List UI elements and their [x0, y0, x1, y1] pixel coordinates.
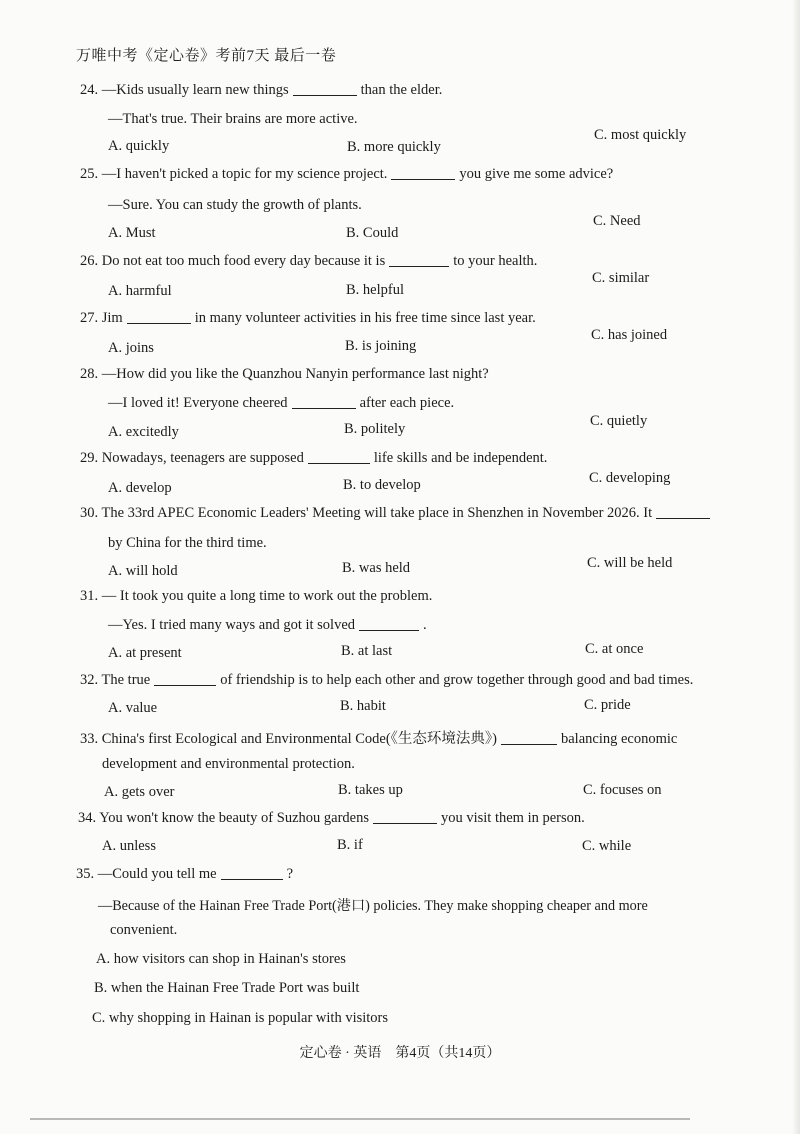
question-text: The 33rd APEC Economic Leaders' Meeting will take place in Shenzhen in November 2026. It	[101, 505, 653, 521]
reply-line	[108, 617, 427, 634]
reply-line	[108, 395, 454, 412]
question-30	[80, 505, 714, 522]
answer-blank	[359, 629, 419, 631]
question-text: you visit them in person.	[440, 810, 585, 826]
reply-text: —Yes. I tried many ways and got it solved	[108, 617, 356, 633]
question-text: Do not eat too much food every day because it is	[101, 253, 386, 269]
question-number: 24.	[80, 82, 99, 98]
page-footer: 定心卷 · 英语 第4页（共14页）	[299, 1046, 501, 1061]
option-a: A. how visitors can shop in Hainan's stores	[96, 951, 346, 967]
question-text: — It took you quite a long time to work out the problem.	[101, 588, 433, 604]
reply-text: —I loved it! Everyone cheered	[108, 395, 288, 411]
scan-divider	[30, 1118, 690, 1120]
option-b: B. is joining	[345, 338, 417, 354]
question-33	[80, 727, 677, 748]
question-text: of friendship is to help each other and grow together through good and bad times.	[220, 672, 694, 688]
option-b: B. takes up	[338, 782, 403, 798]
question-text: Nowadays, teenagers are supposed	[101, 450, 304, 466]
option-c: C. at once	[585, 641, 644, 657]
question-text: Jim	[101, 310, 123, 326]
option-a: A. value	[108, 700, 158, 716]
answer-blank	[308, 462, 370, 464]
question-27	[80, 310, 536, 327]
question-number: 33.	[80, 731, 99, 747]
answer-blank	[221, 878, 283, 880]
option-b: B. helpful	[346, 282, 404, 298]
page-header: 万唯中考《定心卷》考前7天 最后一卷	[76, 48, 337, 64]
question-text: in many volunteer activities in his free time since last year.	[194, 310, 536, 326]
answer-blank	[292, 407, 356, 409]
question-34	[78, 810, 585, 827]
option-a: A. excitedly	[108, 424, 179, 440]
reply-text: after each piece.	[359, 395, 455, 411]
question-text: China's first Ecological and Environmental Code(《生态环境法典》)	[101, 731, 497, 747]
option-c: C. while	[582, 838, 632, 854]
question-text: The true	[101, 672, 151, 688]
question-29	[80, 450, 547, 467]
question-number: 32.	[80, 672, 99, 688]
option-a: A. Must	[108, 225, 156, 241]
question-text: ?	[286, 866, 293, 882]
question-28	[80, 366, 489, 383]
option-a: A. quickly	[108, 138, 170, 154]
option-a: A. gets over	[104, 784, 175, 800]
question-text: —Kids usually learn new things	[101, 82, 289, 98]
question-number: 30.	[80, 505, 99, 521]
question-number: 25.	[80, 166, 99, 182]
option-a: A. unless	[102, 838, 156, 854]
question-24	[80, 82, 442, 99]
option-b: B. to develop	[343, 477, 421, 493]
question-text: balancing economic	[561, 731, 678, 747]
option-c: C. most quickly	[594, 127, 687, 143]
option-a: A. develop	[108, 480, 172, 496]
question-32	[80, 672, 693, 689]
question-text: —How did you like the Quanzhou Nanyin performance last night?	[101, 366, 489, 382]
answer-blank	[501, 743, 557, 745]
option-c: C. why shopping in Hainan is popular with visitors	[92, 1010, 389, 1026]
option-a: A. at present	[108, 645, 182, 661]
option-b: B. politely	[344, 421, 406, 437]
question-text: You won't know the beauty of Suzhou gardens	[99, 810, 369, 826]
answer-blank	[154, 684, 216, 686]
question-text: —Could you tell me	[97, 866, 217, 882]
answer-blank	[293, 94, 357, 96]
question-text: —I haven't picked a topic for my science project.	[101, 166, 388, 182]
option-c: C. developing	[589, 470, 671, 486]
scan-edge	[792, 0, 800, 1134]
option-b: B. when the Hainan Free Trade Port was built	[94, 980, 360, 996]
option-b: B. more quickly	[347, 139, 441, 155]
question-number: 27.	[80, 310, 99, 326]
reply-line: —Sure. You can study the growth of plants.	[108, 197, 362, 213]
option-c: C. similar	[592, 270, 650, 286]
option-c: C. will be held	[587, 555, 673, 571]
question-35	[76, 866, 293, 883]
option-c: C. Need	[593, 213, 641, 229]
option-c: C. focuses on	[583, 782, 662, 798]
reply-continued: convenient.	[110, 922, 178, 938]
option-b: B. Could	[346, 225, 399, 241]
question-text: life skills and be independent.	[373, 450, 548, 466]
question-continued: development and environmental protection.	[102, 756, 355, 772]
reply-line: —That's true. Their brains are more active.	[108, 111, 358, 127]
option-b: B. habit	[340, 698, 386, 714]
question-number: 34.	[78, 810, 97, 826]
question-number: 29.	[80, 450, 99, 466]
question-number: 35.	[76, 866, 95, 882]
question-number: 28.	[80, 366, 99, 382]
reply-line: —Because of the Hainan Free Trade Port(港口) policies. They make shopping cheaper and more	[98, 898, 648, 914]
option-b: B. at last	[341, 643, 393, 659]
reply-text: .	[423, 617, 427, 633]
option-a: A. will hold	[108, 563, 178, 579]
question-text: you give me some advice?	[459, 166, 614, 182]
option-b: B. was held	[342, 560, 411, 576]
question-number: 31.	[80, 588, 99, 604]
question-continued: by China for the third time.	[108, 535, 267, 551]
answer-blank	[391, 178, 455, 180]
option-a: A. harmful	[108, 283, 172, 299]
answer-blank	[127, 322, 191, 324]
question-text: than the elder.	[360, 82, 443, 98]
option-c: C. pride	[584, 697, 631, 713]
answer-blank	[656, 517, 710, 519]
question-25	[80, 166, 613, 183]
option-c: C. has joined	[591, 327, 668, 343]
question-number: 26.	[80, 253, 99, 269]
option-a: A. joins	[108, 340, 154, 356]
answer-blank	[373, 822, 437, 824]
question-26	[80, 253, 537, 270]
answer-blank	[389, 265, 449, 267]
option-b: B. if	[337, 837, 363, 853]
question-31	[80, 588, 432, 605]
option-c: C. quietly	[590, 413, 648, 429]
question-text: to your health.	[453, 253, 538, 269]
